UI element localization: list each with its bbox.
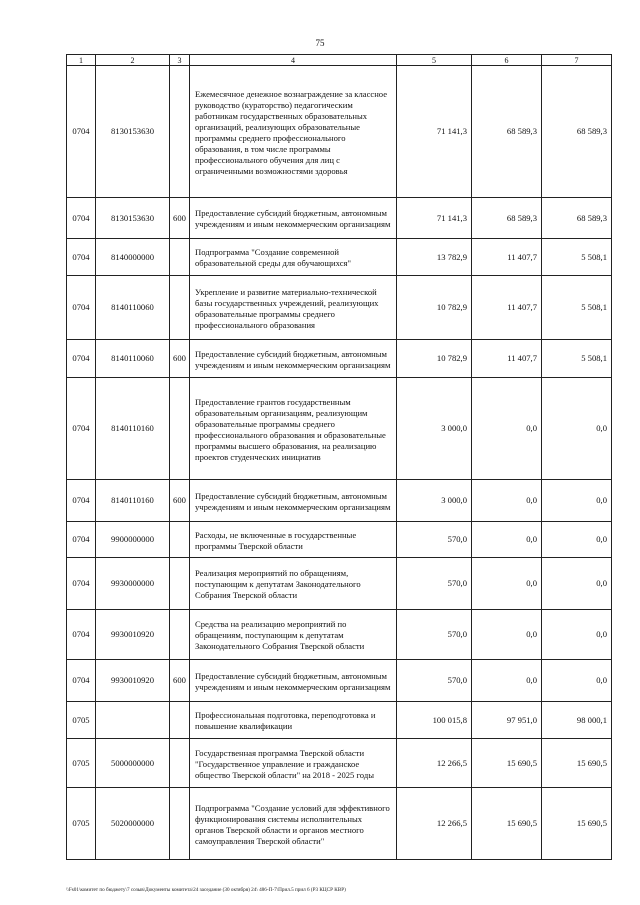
amount-cell: 98 000,1: [542, 702, 612, 739]
target-code-cell: 8130153630: [96, 198, 170, 239]
column-header: 4: [190, 55, 397, 66]
amount-cell: 0,0: [472, 522, 542, 558]
amount-cell: 11 407,7: [472, 340, 542, 378]
column-header: 1: [67, 55, 96, 66]
expense-type-cell: [170, 66, 190, 198]
table-row: [67, 276, 612, 340]
column-header: 6: [472, 55, 542, 66]
amount-cell: 11 407,7: [472, 239, 542, 276]
description-cell: Расходы, не включенные в государственные программы Тверской области: [190, 522, 397, 558]
amount-cell: 570,0: [397, 558, 472, 610]
section-code-cell: 0705: [67, 739, 96, 788]
section-code-cell: 0704: [67, 66, 96, 198]
amount-cell: 68 589,3: [542, 66, 612, 198]
budget-table: [66, 54, 612, 860]
column-header: 3: [170, 55, 190, 66]
amount-cell: 570,0: [397, 522, 472, 558]
target-code-cell: 8140110060: [96, 340, 170, 378]
description-cell: Государственная программа Тверской области "Государственное управление и гражданское общество Тверской области" на 2018 - 2025 годы: [190, 739, 397, 788]
column-header: 2: [96, 55, 170, 66]
table-row: [67, 739, 612, 788]
table-row: [67, 660, 612, 702]
table-row: [67, 702, 612, 739]
table-row: [67, 788, 612, 860]
description-cell: Предоставление субсидий бюджетным, автономным учреждениям и иным некоммерческим организациям: [190, 660, 397, 702]
table-row: [67, 480, 612, 522]
target-code-cell: 5000000000: [96, 739, 170, 788]
table-row: [67, 610, 612, 660]
table-header-row: [67, 55, 612, 66]
target-code-cell: 8140000000: [96, 239, 170, 276]
target-code-cell: 5020000000: [96, 788, 170, 860]
page-number: 75: [315, 38, 325, 48]
amount-cell: 68 589,3: [472, 66, 542, 198]
description-cell: Укрепление и развитие материально-технической базы государственных учреждений, реализующих образовательные программы среднего профессионального образования: [190, 276, 397, 340]
target-code-cell: 8140110160: [96, 480, 170, 522]
amount-cell: 5 508,1: [542, 340, 612, 378]
amount-cell: 0,0: [472, 480, 542, 522]
section-code-cell: 0704: [67, 198, 96, 239]
section-code-cell: 0705: [67, 788, 96, 860]
section-code-cell: 0704: [67, 480, 96, 522]
expense-type-cell: 600: [170, 660, 190, 702]
amount-cell: 0,0: [472, 558, 542, 610]
target-code-cell: 8130153630: [96, 66, 170, 198]
amount-cell: 11 407,7: [472, 276, 542, 340]
expense-type-cell: [170, 702, 190, 739]
description-cell: Реализация мероприятий по обращениям, поступающим к депутатам Законодательного Собрания Тверской области: [190, 558, 397, 610]
target-code-cell: 9900000000: [96, 522, 170, 558]
section-code-cell: 0704: [67, 660, 96, 702]
amount-cell: 10 782,9: [397, 276, 472, 340]
section-code-cell: 0704: [67, 239, 96, 276]
amount-cell: 5 508,1: [542, 276, 612, 340]
description-cell: Подпрограмма "Создание современной образовательной среды для обучающихся": [190, 239, 397, 276]
amount-cell: 12 266,5: [397, 788, 472, 860]
amount-cell: 0,0: [542, 522, 612, 558]
expense-type-cell: 600: [170, 198, 190, 239]
section-code-cell: 0704: [67, 378, 96, 480]
target-code-cell: 8140110160: [96, 378, 170, 480]
amount-cell: 71 141,3: [397, 66, 472, 198]
amount-cell: 0,0: [472, 610, 542, 660]
expense-type-cell: [170, 522, 190, 558]
section-code-cell: 0704: [67, 522, 96, 558]
amount-cell: 0,0: [542, 660, 612, 702]
amount-cell: 15 690,5: [542, 739, 612, 788]
table-row: [67, 340, 612, 378]
expense-type-cell: 600: [170, 340, 190, 378]
amount-cell: 0,0: [542, 378, 612, 480]
description-cell: Профессиональная подготовка, переподготовка и повышение квалификации: [190, 702, 397, 739]
table-row: [67, 198, 612, 239]
amount-cell: 10 782,9: [397, 340, 472, 378]
expense-type-cell: [170, 276, 190, 340]
amount-cell: 68 589,3: [472, 198, 542, 239]
amount-cell: 570,0: [397, 610, 472, 660]
description-cell: Предоставление субсидий бюджетным, автономным учреждениям и иным некоммерческим организациям: [190, 198, 397, 239]
table-row: [67, 239, 612, 276]
amount-cell: 100 015,8: [397, 702, 472, 739]
description-cell: Ежемесячное денежное вознаграждение за классное руководство (кураторство) педагогическим работникам государственных образовательных организаций, реализующих образовательные программы среднего профессионального образования, в том числе программы профессионального обучения для лиц с ограниченными возможностями здоровья: [190, 66, 397, 198]
description-cell: Предоставление субсидий бюджетным, автономным учреждениям и иным некоммерческим организациям: [190, 340, 397, 378]
amount-cell: 68 589,3: [542, 198, 612, 239]
table-row: [67, 66, 612, 198]
amount-cell: 0,0: [472, 660, 542, 702]
amount-cell: 15 690,5: [542, 788, 612, 860]
amount-cell: 12 266,5: [397, 739, 472, 788]
target-code-cell: 9930000000: [96, 558, 170, 610]
amount-cell: 3 000,0: [397, 480, 472, 522]
expense-type-cell: [170, 558, 190, 610]
target-code-cell: [96, 702, 170, 739]
amount-cell: 0,0: [542, 610, 612, 660]
description-cell: Предоставление субсидий бюджетным, автономным учреждениям и иным некоммерческим организациям: [190, 480, 397, 522]
expense-type-cell: [170, 739, 190, 788]
target-code-cell: 8140110060: [96, 276, 170, 340]
column-header: 5: [397, 55, 472, 66]
amount-cell: 13 782,9: [397, 239, 472, 276]
table-row: [67, 558, 612, 610]
amount-cell: 0,0: [542, 480, 612, 522]
column-header: 7: [542, 55, 612, 66]
expense-type-cell: [170, 239, 190, 276]
amount-cell: 15 690,5: [472, 788, 542, 860]
amount-cell: 15 690,5: [472, 739, 542, 788]
file-path-footer: \\Fs01\комитет по бюджету\7 созыв\Документы комитета\24 заседание (30 октября) 24\ 486-П-7\Прил.5 прил 6 (Р3 КЦСР КВР): [66, 887, 346, 893]
amount-cell: 5 508,1: [542, 239, 612, 276]
section-code-cell: 0704: [67, 340, 96, 378]
description-cell: Средства на реализацию мероприятий по обращениям, поступающим к депутатам Законодательного Собрания Тверской области: [190, 610, 397, 660]
target-code-cell: 9930010920: [96, 660, 170, 702]
section-code-cell: 0704: [67, 558, 96, 610]
expense-type-cell: [170, 378, 190, 480]
target-code-cell: 9930010920: [96, 610, 170, 660]
expense-type-cell: [170, 788, 190, 860]
amount-cell: 71 141,3: [397, 198, 472, 239]
description-cell: Предоставление грантов государственным образовательным организациям, реализующим образовательные программы среднего профессионального образования и образовательные программы высшего образования, на реализацию проектов студенческих инициатив: [190, 378, 397, 480]
amount-cell: 3 000,0: [397, 378, 472, 480]
description-cell: Подпрограмма "Создание условий для эффективного функционирования системы исполнительных органов Тверской области и органов местного самоуправления Тверской области": [190, 788, 397, 860]
amount-cell: 0,0: [542, 558, 612, 610]
table-row: [67, 378, 612, 480]
amount-cell: 570,0: [397, 660, 472, 702]
section-code-cell: 0705: [67, 702, 96, 739]
table-row: [67, 522, 612, 558]
expense-type-cell: 600: [170, 480, 190, 522]
section-code-cell: 0704: [67, 610, 96, 660]
section-code-cell: 0704: [67, 276, 96, 340]
amount-cell: 97 951,0: [472, 702, 542, 739]
expense-type-cell: [170, 610, 190, 660]
amount-cell: 0,0: [472, 378, 542, 480]
